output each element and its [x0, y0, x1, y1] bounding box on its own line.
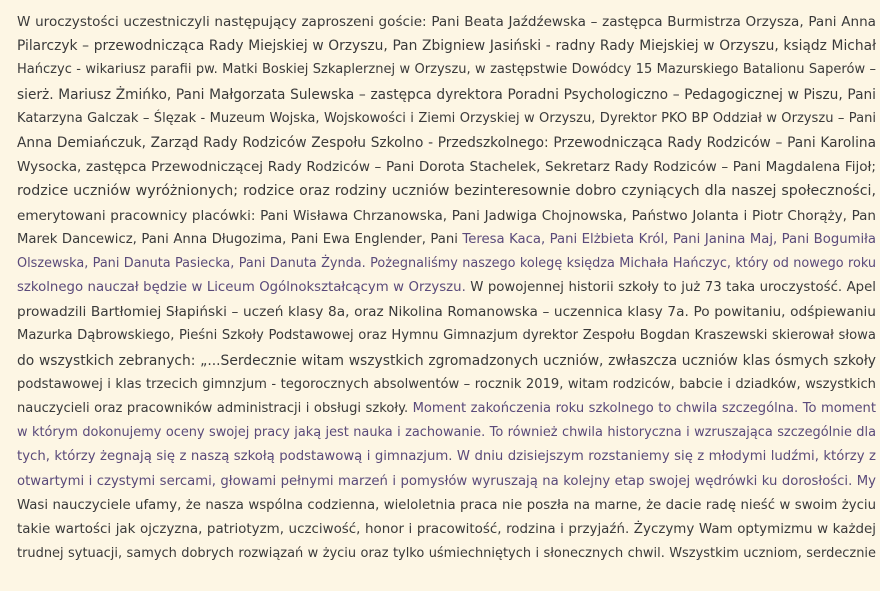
text-line — [17, 179, 876, 203]
text-segment: rodzice uczniów wyróżnionych; rodzice oraz rodziny uczniów bezinteresownie dobro czyniących dla naszej społeczności, — [17, 183, 876, 200]
text-line — [17, 10, 876, 34]
text-line — [17, 83, 876, 107]
text-line — [17, 252, 876, 276]
text-line — [17, 228, 876, 252]
text-line — [17, 131, 876, 155]
text-segment: Mazurka Dąbrowskiego, Pieśni Szkoły Podstawowej oraz Hymnu Gimnazjum dyrektor Zespołu Bogdan Kraszewski skierował słowa — [17, 328, 876, 344]
text-segment: Teresa Kaca, Pani Elżbieta Król, Pani Janina Maj, Pani Bogumiła — [462, 231, 876, 247]
text-line — [17, 518, 876, 542]
text-segment: Pilarczyk – przewodnicząca Rady Miejskiej w Orzyszu, Pan Zbigniew Jasiński - radny Rady Miejskiej w Orzyszu, ksiądz Michał — [17, 38, 876, 55]
text-line — [17, 445, 876, 469]
text-line — [17, 324, 876, 348]
text-line — [17, 300, 876, 324]
text-line — [17, 349, 876, 373]
text-segment: prowadzili Bartłomiej Słapiński – uczeń klasy 8a, oraz Nikolina Romanowska – uczennica klasy 7a. Po powitaniu, odśpiewaniu — [17, 304, 876, 321]
text-segment: Moment zakończenia roku szkolnego to chwila szczególna. To moment — [412, 401, 876, 416]
text-segment: Wysocka, zastępca Przewodniczącej Rady Rodziców – Pani Dorota Stachelek, Sekretarz Rady Rodziców – Pani Magdalena Fijoł; — [17, 159, 876, 176]
text-line — [17, 107, 876, 131]
text-segment: Wasi nauczyciele ufamy, że nasza wspólna codzienna, wieloletnia praca nie poszła na marne, że dacie radę nieść w swoim życiu — [17, 497, 876, 513]
text-segment: w którym dokonujemy oceny swojej pracy jaką jest nauka i zachowanie. To również chwila historyczna i wzruszająca szczególnie dla — [17, 425, 876, 441]
text-line — [17, 155, 876, 179]
text-segment: W powojennej historii szkoły to już 73 taka uroczystość. Apel — [470, 280, 876, 296]
text-line — [17, 373, 876, 397]
text-line — [17, 470, 876, 494]
text-segment: Hańczyc - wikariusz parafii pw. Matki Boskiej Szkaplerznej w Orzyszu, w zastępstwie Dowódcy 15 Mazurskiego Batalionu Saperów – — [17, 62, 876, 78]
text-line — [17, 542, 876, 566]
text-line — [17, 494, 876, 518]
text-line — [17, 34, 876, 58]
text-segment: trudnej sytuacji, samych dobrych rozwiązań w życiu oraz tylko uśmiechniętych i słonecznych chwil. Wszystkim uczniom, serdecznie — [17, 546, 876, 562]
text-line — [17, 397, 876, 421]
text-segment: takie wartości jak ojczyzna, patriotyzm, uczciwość, honor i pracowitość, rodzina i przyjaźń. Życzymy Wam optymizmu w każdej — [17, 521, 876, 537]
text-segment: podstawowej i klas trzecich gimnzjum - tegorocznych absolwentów – rocznik 2019, witam rodziców, babcie i dziadków, wszystkich — [17, 376, 876, 392]
text-segment: sierż. Mariusz Żmińko, Pani Małgorzata Sulewska – zastępca dyrektora Poradni Psychologiczno – Pedagogicznej w Piszu, Pani — [17, 86, 876, 103]
text-segment: Anna Demiańczuk, Zarząd Rady Rodziców Zespołu Szkolno - Przedszkolnego: Przewodnicząca Rady Rodziców – Pani Karolina — [17, 134, 876, 151]
text-line — [17, 58, 876, 82]
text-segment: otwartymi i czystymi sercami, głowami pełnymi marzeń i pomysłów wyruszają na kolejny etap swojej wędrówki ku dorosłości. My — [17, 473, 876, 489]
text-segment: nauczycieli oraz pracowników administracji i obsługi szkoły. — [17, 401, 413, 416]
text-segment: szkolnego nauczał będzie w Liceum Ogólnokształcącym w Orzyszu. — [17, 280, 471, 296]
text-segment: W uroczystości uczestniczyli następujący zaproszeni goście: Pani Beata Jaźdźewska – zastępca Burmistrza Orzysza, Pani Anna — [17, 14, 876, 30]
text-segment: emerytowani pracownicy placówki: Pani Wisława Chrzanowska, Pani Jadwiga Chojnowska, Państwo Jolanta i Piotr Chorąży, Pan — [17, 207, 876, 224]
text-segment: Olszewska, Pani Danuta Pasiecka, Pani Danuta Żynda. Pożegnaliśmy naszego kolegę księdza Michała Hańczyc, który od nowego roku — [17, 255, 876, 271]
text-segment: do wszystkich zebranych: „...Serdecznie witam wszystkich zgromadzonych uczniów, zwłaszcza uczniów klas ósmych szkoły — [17, 352, 876, 369]
text-line — [17, 421, 876, 445]
text-line — [17, 276, 876, 300]
text-segment: Katarzyna Galczak – Ślęzak - Muzeum Wojska, Wojskowości i Ziemi Orzyskiej w Orzyszu, Dyrektor PKO BP Oddział w Orzyszu – Pani — [17, 110, 876, 126]
text-segment: Marek Dancewicz, Pani Anna Długozima, Pani Ewa Englender, Pani — [17, 231, 463, 247]
text-segment: tych, którzy żegnają się z naszą szkołą podstawową i gimnazjum. W dniu dzisiejszym rozstaniemy się z młodymi ludźmi, którzy z — [17, 449, 876, 465]
text-line — [17, 204, 876, 228]
